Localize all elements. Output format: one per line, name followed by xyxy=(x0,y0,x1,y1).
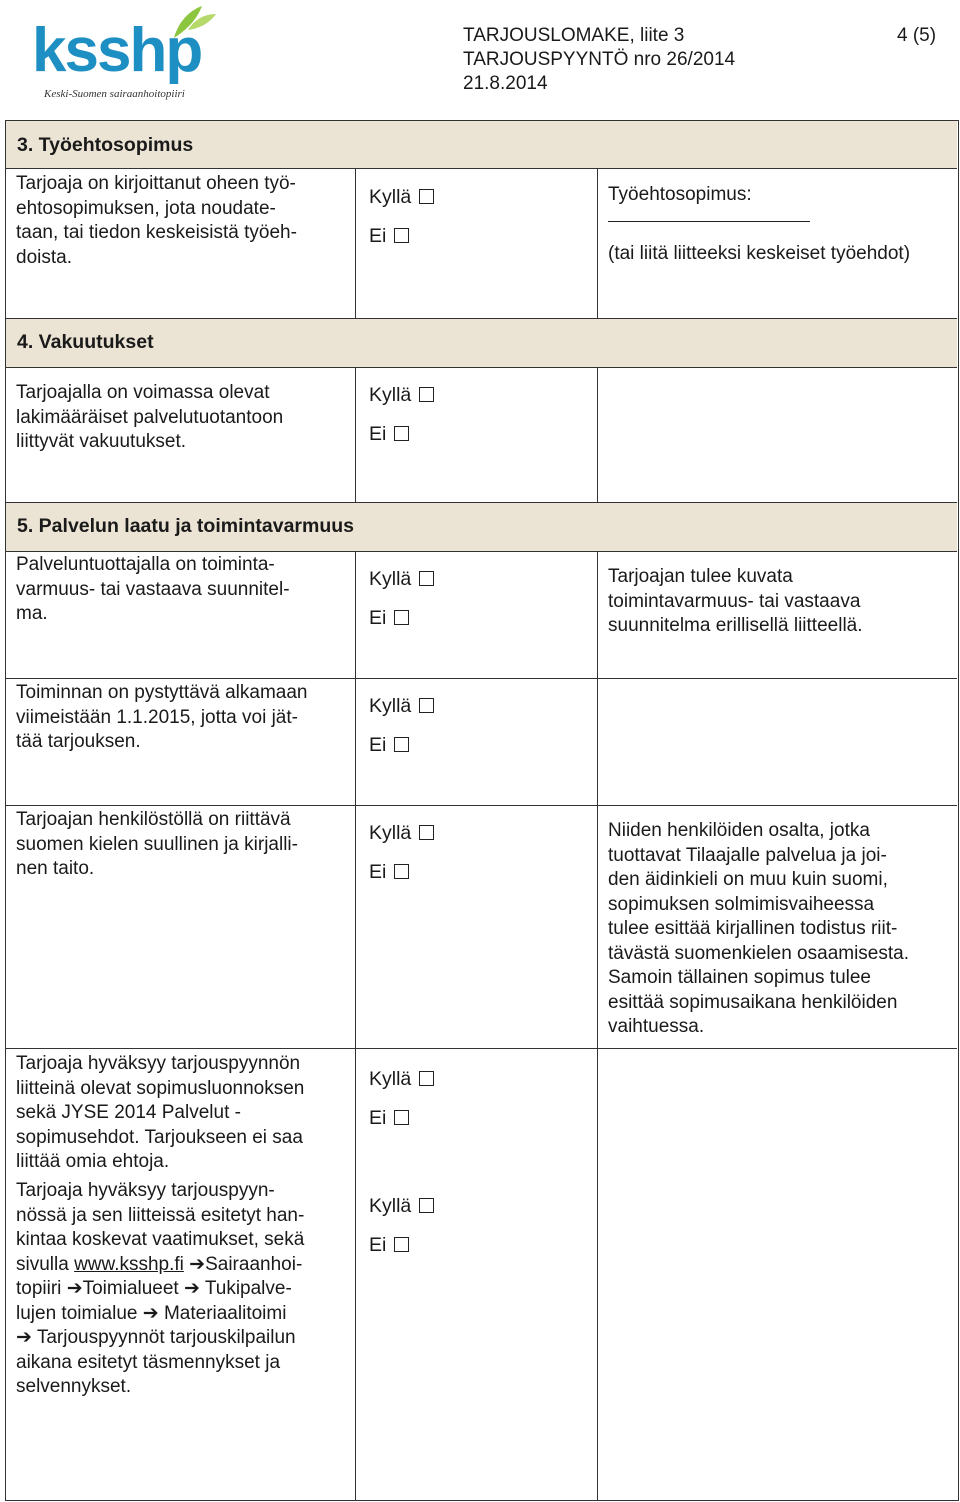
question-collective-agreement xyxy=(16,172,346,270)
question-line: Tarjoaja hyväksyy tarjouspyyn- xyxy=(16,1180,275,1201)
question-line: selvennykset. xyxy=(16,1376,132,1397)
text-fragment: Toimialueet xyxy=(82,1278,184,1299)
collective-agreement-hint: (tai liitä liitteeksi keskeiset työehdot) xyxy=(608,242,911,264)
header-form-title: TARJOUSLOMAKE, liite 3 xyxy=(463,25,685,46)
ksshp-logo xyxy=(30,0,220,108)
note-line: esittää sopimusaikana henkilöiden xyxy=(608,991,898,1013)
text-fragment: lujen toimialue xyxy=(16,1302,143,1324)
page-number: 4 (5) xyxy=(897,25,937,46)
note-line: suunnitelma erillisellä liitteellä. xyxy=(608,615,863,636)
question-line xyxy=(16,1277,351,1302)
question-line: taan, tai tiedon keskeisistä työeh- xyxy=(16,222,297,243)
no-checkbox[interactable] xyxy=(394,610,409,625)
text-fragment: Materiaalitoimi xyxy=(158,1302,287,1324)
no-label: Ei xyxy=(369,224,387,247)
note-line: vaihtuessa. xyxy=(608,1016,705,1037)
arrow-right-icon: ➔ xyxy=(183,1253,206,1275)
question-procurement-requirements xyxy=(16,1179,351,1400)
no-label: Ei xyxy=(369,1233,387,1256)
row-divider xyxy=(6,805,957,806)
question-line: nen taito. xyxy=(16,858,95,879)
question-language-skill xyxy=(16,808,346,882)
yes-checkbox[interactable] xyxy=(419,1071,434,1086)
question-line xyxy=(16,1326,351,1351)
question-contract-terms xyxy=(16,1052,346,1175)
yes-no-choice-5c xyxy=(369,813,434,891)
section-4-title: 4. Vakuutukset xyxy=(17,331,154,353)
section-5-title: 5. Palvelun laatu ja toimintavarmuus xyxy=(17,515,355,537)
yes-checkbox[interactable] xyxy=(419,387,434,402)
no-label: Ei xyxy=(369,422,387,445)
document-header xyxy=(463,24,735,96)
row-divider xyxy=(6,678,957,679)
logo-tagline: Keski-Suomen sairaanhoitopiiri xyxy=(44,88,185,100)
question-line: nössä ja sen liitteissä esitetyt han- xyxy=(16,1204,305,1226)
question-start-date xyxy=(16,681,346,755)
note-line: tuottavat Tilaajalle palvelua ja joi- xyxy=(608,844,887,866)
text-fragment: Tukipalve- xyxy=(199,1278,292,1299)
question-line: liittyvät vakuutukset. xyxy=(16,431,187,452)
text-fragment: Sairaanhoi- xyxy=(205,1253,303,1275)
section-3-header xyxy=(6,121,957,169)
section-4-header xyxy=(6,318,957,368)
no-checkbox[interactable] xyxy=(394,228,409,243)
ksshp-website-link[interactable]: www.ksshp.fi xyxy=(74,1253,184,1275)
header-date: 21.8.2014 xyxy=(463,73,548,94)
text-fragment: sivulla xyxy=(16,1253,75,1275)
no-checkbox[interactable] xyxy=(394,426,409,441)
no-checkbox[interactable] xyxy=(394,737,409,752)
question-line xyxy=(16,1253,351,1278)
yes-checkbox[interactable] xyxy=(419,189,434,204)
no-label: Ei xyxy=(369,1106,387,1129)
question-line: Tarjoajalla on voimassa olevat xyxy=(16,382,270,403)
arrow-right-icon: ➔ xyxy=(184,1278,200,1299)
question-line xyxy=(16,1302,351,1327)
yes-no-choice-5b xyxy=(369,686,434,764)
no-checkbox[interactable] xyxy=(394,1110,409,1125)
section-3-title: 3. Työehtosopimus xyxy=(17,134,194,156)
question-line: liitteinä olevat sopimusluonnoksen xyxy=(16,1077,305,1099)
no-checkbox[interactable] xyxy=(394,1237,409,1252)
yes-no-choice-4a xyxy=(369,375,434,453)
yes-label: Kyllä xyxy=(369,694,412,717)
column-divider xyxy=(355,552,356,1500)
yes-checkbox[interactable] xyxy=(419,825,434,840)
yes-no-choice-3a xyxy=(369,177,434,255)
question-line: tää tarjouksen. xyxy=(16,731,141,752)
yes-label: Kyllä xyxy=(369,185,412,208)
question-line: Tarjoajan henkilöstöllä on riittävä xyxy=(16,809,291,830)
note-line: Tarjoajan tulee kuvata xyxy=(608,566,793,587)
offer-form-table xyxy=(5,120,959,1501)
yes-no-choice-5a xyxy=(369,559,434,637)
text-fragment: topiiri xyxy=(16,1278,67,1299)
yes-checkbox[interactable] xyxy=(419,571,434,586)
yes-no-choice-5e xyxy=(369,1186,434,1264)
question-continuity-plan xyxy=(16,553,346,627)
note-line: den äidinkieli on muu kuin suomi, xyxy=(608,869,888,890)
note-line: Samoin tällainen sopimus tulee xyxy=(608,967,871,988)
collective-agreement-note xyxy=(608,183,953,266)
header-request-number: TARJOUSPYYNTÖ nro 26/2014 xyxy=(463,49,736,70)
no-checkbox[interactable] xyxy=(394,864,409,879)
yes-label: Kyllä xyxy=(369,821,412,844)
collective-agreement-label: Työehtosopimus: xyxy=(608,184,752,205)
question-line: Tarjoaja hyväksyy tarjouspyynnön xyxy=(16,1053,301,1074)
column-divider xyxy=(355,169,356,318)
yes-label: Kyllä xyxy=(369,1067,412,1090)
column-divider xyxy=(597,368,598,502)
question-line: liittää omia ehtoja. xyxy=(16,1151,170,1172)
arrow-right-icon: ➔ xyxy=(66,1278,83,1299)
column-divider xyxy=(597,169,598,318)
yes-checkbox[interactable] xyxy=(419,698,434,713)
arrow-right-icon: ➔ xyxy=(142,1302,159,1324)
no-label: Ei xyxy=(369,606,387,629)
language-skill-note xyxy=(608,819,953,1040)
question-line: Palveluntuottajalla on toiminta- xyxy=(16,554,275,575)
arrow-right-icon: ➔ xyxy=(16,1327,32,1348)
no-label: Ei xyxy=(369,733,387,756)
note-line: tulee esittää kirjallinen todistus riit- xyxy=(608,918,898,939)
continuity-plan-note xyxy=(608,565,953,639)
note-line: tävästä suomenkielen osaamisesta. xyxy=(608,942,909,964)
yes-no-choice-5d xyxy=(369,1059,434,1137)
question-insurance xyxy=(16,381,346,455)
note-line: toimintavarmuus- tai vastaava xyxy=(608,590,861,612)
row-divider xyxy=(6,1048,957,1049)
note-line: sopimuksen solmimisvaiheessa xyxy=(608,893,875,915)
question-line: Tarjoaja on kirjoittanut oheen työ- xyxy=(16,173,296,194)
yes-label: Kyllä xyxy=(369,383,412,406)
question-line: ma. xyxy=(16,603,48,624)
question-line: kintaa koskevat vaatimukset, sekä xyxy=(16,1229,305,1250)
section-5-header xyxy=(6,502,957,552)
no-label: Ei xyxy=(369,860,387,883)
note-line: Niiden henkilöiden osalta, jotka xyxy=(608,820,870,841)
question-line: Toiminnan on pystyttävä alkamaan xyxy=(16,682,308,703)
question-line: lakimääräiset palvelutuotantoon xyxy=(16,406,284,428)
text-fragment: Tarjouspyynnöt tarjouskilpailun xyxy=(31,1327,296,1348)
question-line: viimeistään 1.1.2015, jotta voi jät- xyxy=(16,706,298,728)
column-divider xyxy=(597,552,598,1500)
yes-label: Kyllä xyxy=(369,1194,412,1217)
collective-agreement-blank[interactable] xyxy=(608,221,810,222)
question-line: ehtosopimuksen, jota noudate- xyxy=(16,197,276,219)
yes-label: Kyllä xyxy=(369,567,412,590)
question-line: doista. xyxy=(16,246,72,268)
question-line: aikana esitetyt täsmennykset ja xyxy=(16,1351,281,1373)
question-line: sopimusehdot. Tarjoukseen ei saa xyxy=(16,1126,303,1148)
logo-wordmark: ksshp xyxy=(32,16,202,85)
question-line: varmuus- tai vastaava suunnitel- xyxy=(16,578,290,600)
yes-checkbox[interactable] xyxy=(419,1198,434,1213)
question-line: suomen kielen suullinen ja kirjalli- xyxy=(16,833,298,855)
question-line: sekä JYSE 2014 Palvelut - xyxy=(16,1102,241,1123)
column-divider xyxy=(355,368,356,502)
